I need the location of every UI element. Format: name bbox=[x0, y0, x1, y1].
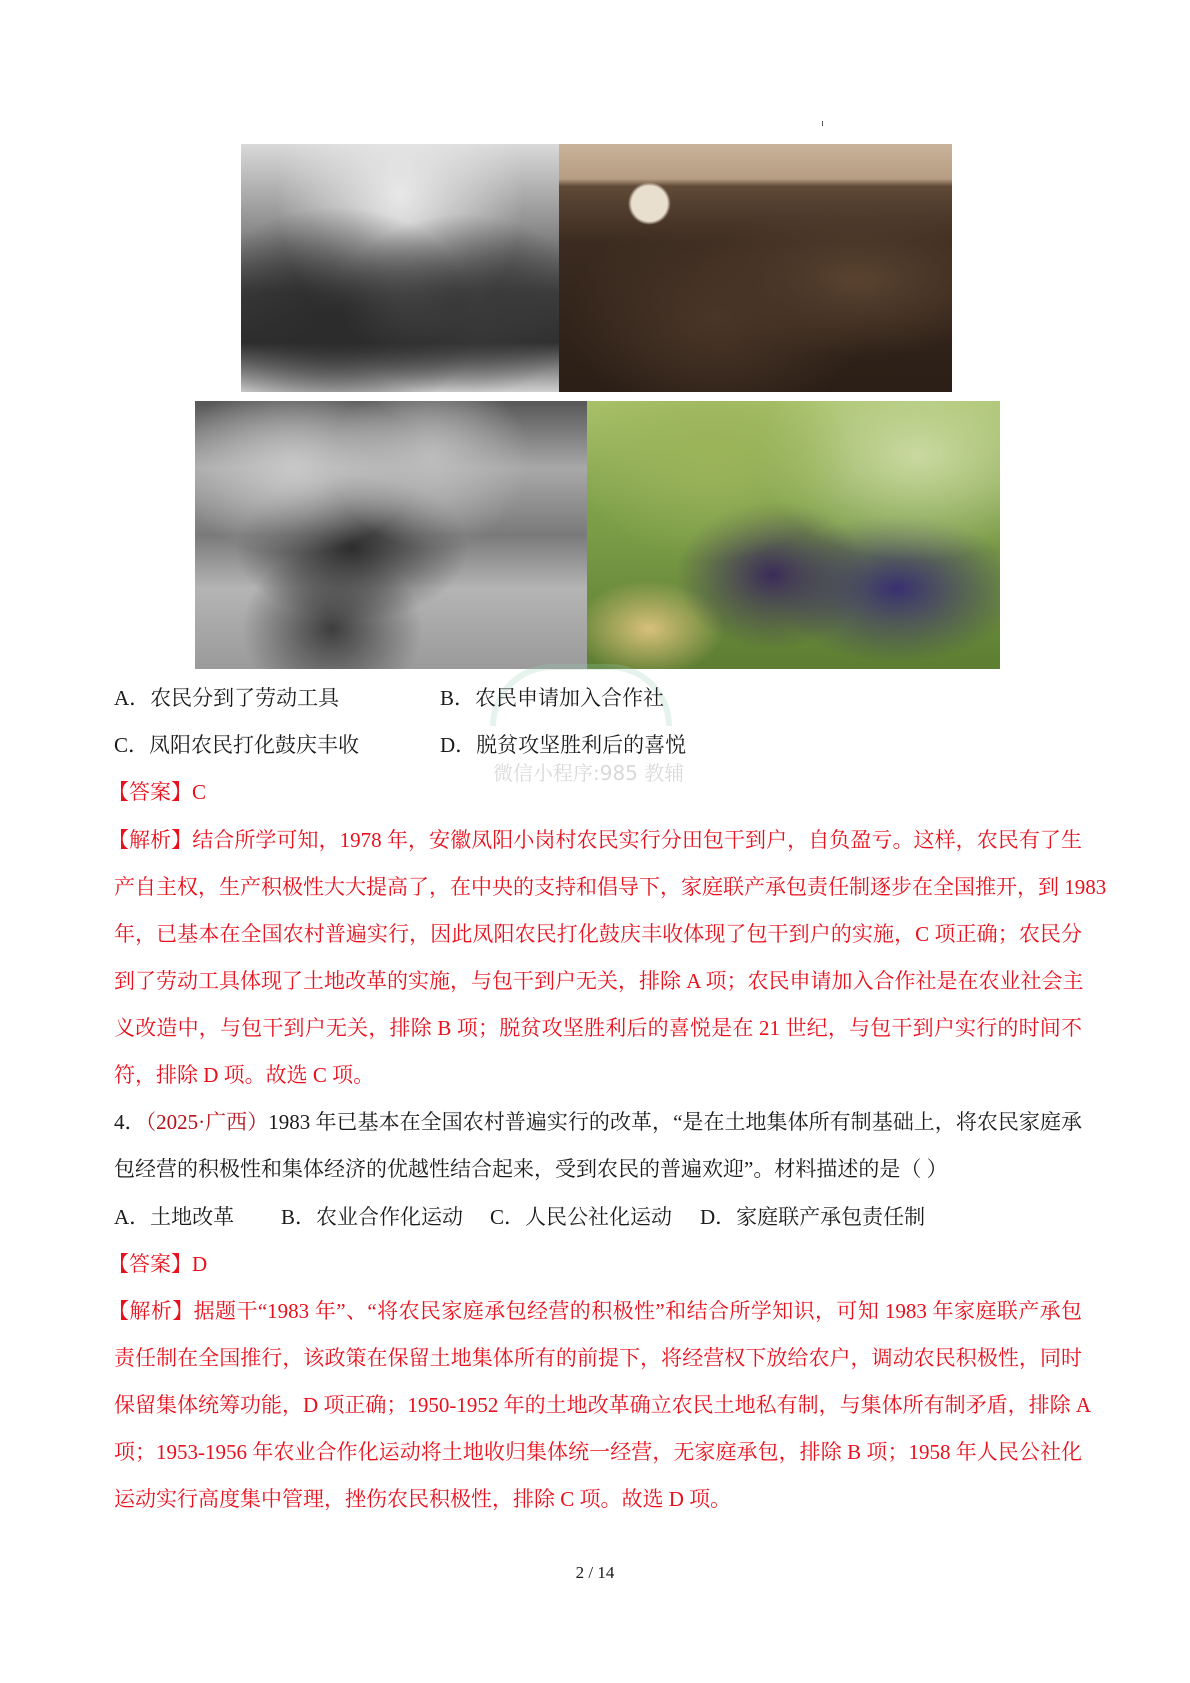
q3-option-d bbox=[440, 731, 686, 759]
q3-option-b bbox=[440, 684, 664, 712]
option-text: 脱贫攻坚胜利后的喜悦 bbox=[476, 733, 687, 757]
q4-answer bbox=[108, 1250, 207, 1278]
option-text: 人民公社化运动 bbox=[525, 1205, 673, 1229]
q4-analysis-line-2: 责任制在全国推行，该政策在保留土地集体所有的前提下，将经营权下放给农户，调动农民积极性，同时 bbox=[114, 1346, 1082, 1370]
q3-option-c bbox=[114, 731, 359, 759]
q3-analysis-line-4: 到了劳动工具体现了土地改革的实施，与包干到户无关，排除 A 项；农民申请加入合作社是在农业社会主 bbox=[114, 969, 1084, 993]
option-text: 农民申请加入合作社 bbox=[475, 686, 665, 710]
photo-cooperative-signup bbox=[559, 144, 952, 392]
question-number: 4． bbox=[114, 1110, 146, 1134]
q4-option-b bbox=[281, 1203, 463, 1231]
option-letter: D． bbox=[440, 733, 477, 757]
option-text: 农民分到了劳动工具 bbox=[150, 686, 340, 710]
option-text: 家庭联产承包责任制 bbox=[736, 1205, 926, 1229]
photo-fengyang-flower-drum bbox=[195, 401, 587, 669]
option-letter: D． bbox=[700, 1205, 737, 1229]
q3-analysis-line-1: 【解析】结合所学可知，1978 年，安徽凤阳小岗村农民实行分田包干到户，自负盈亏。这样，农民有了生 bbox=[108, 828, 1082, 852]
q4-option-a bbox=[114, 1203, 234, 1231]
q3-analysis-line-6: 符，排除 D 项。故选 C 项。 bbox=[114, 1063, 375, 1087]
option-letter: A． bbox=[114, 686, 151, 710]
answer-value: C bbox=[192, 780, 207, 804]
q3-analysis-line-5: 义改造中，与包干到户无关，排除 B 项；脱贫攻坚胜利后的喜悦是在 21 世纪，与包干到户实行的时间不 bbox=[114, 1016, 1082, 1040]
q4-analysis-line-4: 项；1953-1956 年农业合作化运动将土地收归集体统一经营，无家庭承包，排除 B 项；1958 年人民公社化 bbox=[114, 1440, 1082, 1464]
q4-option-c bbox=[490, 1203, 672, 1231]
q4-analysis-line-3: 保留集体统筹功能，D 项正确；1950-1952 年的土地改革确立农民土地私有制，与集体所有制矛盾，排除 A bbox=[114, 1393, 1092, 1417]
header-tick-mark bbox=[822, 121, 823, 126]
question-source: （2025·广西） bbox=[145, 1110, 269, 1134]
option-letter: C． bbox=[490, 1205, 526, 1229]
analysis-label: 【解析】 bbox=[108, 1299, 194, 1323]
answer-label: 【答案】 bbox=[108, 780, 192, 804]
q4-stem-line-2: 包经营的积极性和集体经济的优越性结合起来，受到农民的普遍欢迎”。材料描述的是（ ） bbox=[114, 1157, 948, 1181]
option-text: 凤阳农民打化鼓庆丰收 bbox=[149, 733, 360, 757]
q3-analysis-line-3: 年，已基本在全国农村普遍实行，因此凤阳农民打化鼓庆丰收体现了包干到户的实施，C 项正确；农民分 bbox=[114, 922, 1082, 946]
watermark-text: 微信小程序:985 教辅 bbox=[493, 761, 685, 785]
page-number: 2 / 14 bbox=[575, 1563, 615, 1582]
option-text: 土地改革 bbox=[150, 1205, 235, 1229]
option-letter: C． bbox=[114, 733, 150, 757]
option-text: 农业合作化运动 bbox=[316, 1205, 464, 1229]
q4-stem-line-1: 4．（2025·广西）1983 年已基本在全国农村普遍实行的改革，“是在土地集体所有制基础上，将农民家庭承 bbox=[114, 1110, 1082, 1134]
q3-answer bbox=[108, 778, 206, 806]
answer-label: 【答案】 bbox=[108, 1252, 192, 1276]
q3-analysis-line-2: 产自主权，生产积极性大大提高了，在中央的支持和倡导下，家庭联产承包责任制逐步在全国推开，到 1983 bbox=[114, 875, 1107, 899]
q4-option-d bbox=[700, 1203, 925, 1231]
analysis-label: 【解析】 bbox=[108, 828, 193, 852]
q4-analysis-line-1: 【解析】据题干“1983 年”、“将农民家庭承包经营的积极性”和结合所学知识，可知 1983 年家庭联产承包 bbox=[108, 1299, 1083, 1323]
photo-poverty-alleviation-harvest bbox=[587, 401, 1000, 669]
option-letter: A． bbox=[114, 1205, 151, 1229]
option-letter: B． bbox=[281, 1205, 317, 1229]
q3-option-a bbox=[114, 684, 339, 712]
answer-value: D bbox=[192, 1252, 208, 1276]
photo-land-reform-tools bbox=[241, 144, 559, 392]
q4-analysis-line-5: 运动实行高度集中管理，挫伤农民积极性，排除 C 项。故选 D 项。 bbox=[114, 1487, 732, 1511]
option-letter: B． bbox=[440, 686, 476, 710]
